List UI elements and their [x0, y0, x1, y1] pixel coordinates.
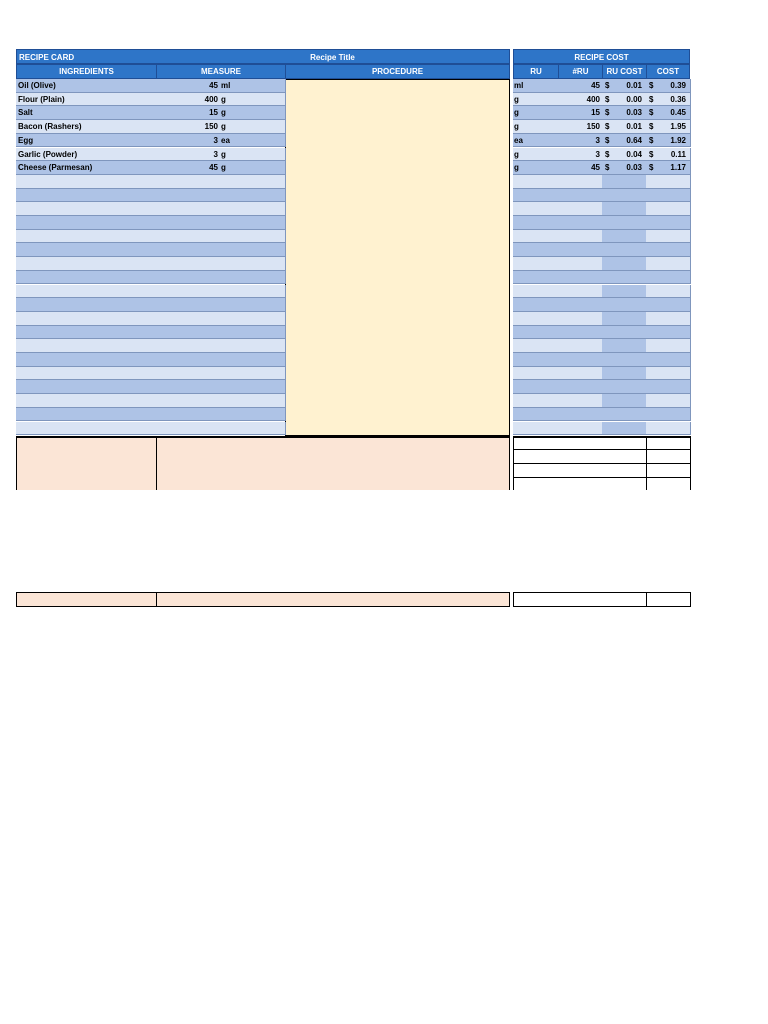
measure-qty-cell[interactable] [156, 353, 221, 367]
ru-cell[interactable] [513, 216, 559, 230]
ingredient-name-cell[interactable] [16, 422, 157, 436]
ingredient-name-cell[interactable]: Cheese (Parmesan) [16, 161, 157, 175]
measure-unit-cell[interactable] [220, 285, 286, 299]
ru-cell[interactable] [513, 230, 559, 244]
measure-qty-cell[interactable] [156, 175, 221, 189]
measure-qty-cell[interactable] [156, 339, 221, 353]
ru-cost-cell [602, 189, 647, 203]
num-ru-cell[interactable] [558, 326, 603, 340]
num-ru-cell[interactable]: 3 [558, 134, 603, 148]
cost-cell [646, 230, 691, 244]
ru-cell[interactable]: g [513, 106, 559, 120]
num-ru-cell[interactable]: 150 [558, 120, 603, 134]
ru-cost-value: 0.00 [626, 94, 642, 104]
currency-symbol: $ [649, 122, 654, 132]
cost-cell [646, 161, 691, 175]
measure-qty-cell[interactable]: 45 [156, 79, 221, 93]
ru-cell[interactable] [513, 271, 559, 285]
ru-cell[interactable]: g [513, 148, 559, 162]
ru-cost-cell [602, 422, 647, 436]
ru-cost-cell [602, 161, 647, 175]
cost-cell [646, 93, 691, 107]
cost-cell [646, 285, 691, 299]
measure-unit-cell[interactable] [220, 257, 286, 271]
measure-qty-cell[interactable]: 3 [156, 134, 221, 148]
cost-cell [646, 175, 691, 189]
cost-cell [646, 353, 691, 367]
cost-cell [646, 79, 691, 93]
measure-unit-cell[interactable] [220, 230, 286, 244]
cost-value: 1.92 [670, 135, 686, 145]
measure-unit-cell[interactable] [220, 326, 286, 340]
ru-cost-cell [602, 367, 647, 381]
ingredient-name-cell[interactable] [16, 380, 157, 394]
measure-unit-cell[interactable] [220, 243, 286, 257]
ru-cost-cell [602, 93, 647, 107]
num-ru-cell[interactable] [558, 257, 603, 271]
currency-symbol: $ [649, 135, 654, 145]
ru-cell[interactable] [513, 367, 559, 381]
cost-cell [646, 380, 691, 394]
ru-cell[interactable] [513, 175, 559, 189]
measure-unit-cell[interactable] [220, 339, 286, 353]
column-header-ru-cost: RU COST [602, 64, 647, 79]
num-ru-cell[interactable] [558, 175, 603, 189]
num-ru-cell[interactable] [558, 243, 603, 257]
procedure-area[interactable] [285, 79, 510, 436]
station-field[interactable] [157, 461, 509, 475]
cost-cell [646, 134, 691, 148]
ingredient-name-cell[interactable] [16, 285, 157, 299]
measure-qty-cell[interactable] [156, 271, 221, 285]
measure-unit-cell[interactable] [220, 408, 286, 422]
shelf-life-cost-divider [646, 592, 647, 607]
cost-value: 1.17 [670, 163, 686, 173]
ru-cell[interactable] [513, 312, 559, 326]
ru-cost-cell [602, 380, 647, 394]
ru-cost-cell [602, 134, 647, 148]
cost-value: 1.95 [670, 122, 686, 132]
measure-unit-cell[interactable] [220, 298, 286, 312]
measure-qty-cell[interactable] [156, 408, 221, 422]
ru-cell[interactable]: ml [513, 79, 559, 93]
measure-qty-cell[interactable] [156, 298, 221, 312]
measure-qty-cell[interactable] [156, 422, 221, 436]
currency-symbol: $ [649, 94, 654, 104]
num-ru-cell[interactable]: 3 [558, 148, 603, 162]
cost-value: 0.11 [670, 149, 686, 159]
ru-cost-cell [602, 148, 647, 162]
num-ru-cell[interactable] [558, 216, 603, 230]
ru-cost-value: 0.04 [626, 149, 642, 159]
currency-symbol: $ [649, 81, 654, 90]
ru-cost-cell [602, 243, 647, 257]
ingredient-name-cell[interactable]: Flour (Plain) [16, 93, 157, 107]
currency-symbol: $ [605, 94, 610, 104]
measure-unit-cell[interactable] [220, 312, 286, 326]
cost-cell [646, 202, 691, 216]
measure-qty-cell[interactable] [156, 380, 221, 394]
column-header-ru: RU [513, 64, 559, 79]
ru-cell[interactable] [513, 243, 559, 257]
cost-cell [646, 326, 691, 340]
food-cost-per-serve-value[interactable] [647, 437, 690, 449]
cost-cell [646, 394, 691, 408]
currency-symbol: $ [649, 108, 654, 118]
measure-unit-cell[interactable] [220, 175, 286, 189]
ru-cell[interactable] [513, 202, 559, 216]
num-ru-cell[interactable] [558, 380, 603, 394]
currency-symbol: $ [649, 149, 654, 159]
ru-cost-cell [602, 298, 647, 312]
summary-line-3 [513, 477, 691, 478]
food-cost-ratio-value[interactable] [647, 450, 690, 463]
measure-unit-cell[interactable] [220, 422, 286, 436]
cost-cell [646, 367, 691, 381]
cost-cell [646, 106, 691, 120]
num-ru-cell[interactable] [558, 394, 603, 408]
ru-cost-cell [602, 106, 647, 120]
measure-qty-cell[interactable]: 150 [156, 120, 221, 134]
ingredient-name-cell[interactable] [16, 326, 157, 340]
measure-unit-cell[interactable]: g [220, 120, 286, 134]
measure-unit-cell[interactable]: ea [220, 134, 286, 148]
ingredient-name-cell[interactable] [16, 257, 157, 271]
measure-unit-cell[interactable] [220, 394, 286, 408]
measure-unit-cell[interactable]: g [220, 161, 286, 175]
cost-cell [646, 298, 691, 312]
measure-unit-cell[interactable] [220, 353, 286, 367]
sell-price-per-serve-value[interactable] [647, 464, 690, 477]
measure-qty-cell[interactable] [156, 285, 221, 299]
cost-cell [646, 339, 691, 353]
cost-cell [646, 408, 691, 422]
num-ru-cell[interactable] [558, 353, 603, 367]
ru-cell[interactable] [513, 339, 559, 353]
ru-cell[interactable]: g [513, 93, 559, 107]
num-ru-cell[interactable] [558, 230, 603, 244]
measure-qty-cell[interactable] [156, 202, 221, 216]
measure-qty-cell[interactable]: 45 [156, 161, 221, 175]
column-header-procedure: PROCEDURE [285, 64, 510, 79]
shelf-life-cost-box [513, 592, 691, 607]
measure-unit-cell[interactable] [220, 380, 286, 394]
ingredient-name-cell[interactable] [16, 175, 157, 189]
num-ru-cell[interactable] [558, 422, 603, 436]
num-ru-cell[interactable] [558, 271, 603, 285]
ru-cost-cell [602, 216, 647, 230]
cost-cell [646, 120, 691, 134]
ingredient-name-cell[interactable] [16, 394, 157, 408]
ru-cost-cell [602, 230, 647, 244]
shelf-life-field[interactable] [157, 593, 509, 606]
cost-cell [646, 216, 691, 230]
ru-cost-cell [602, 353, 647, 367]
ingredient-name-cell[interactable]: Salt [16, 106, 157, 120]
num-ru-cell[interactable]: 45 [558, 79, 603, 93]
measure-unit-cell[interactable] [220, 202, 286, 216]
num-ru-cell[interactable] [558, 312, 603, 326]
cost-value: 0.36 [670, 94, 686, 104]
measure-qty-cell[interactable]: 400 [156, 93, 221, 107]
num-ru-cell[interactable] [558, 339, 603, 353]
tool-equipment-field[interactable] [157, 438, 509, 460]
currency-symbol: $ [605, 108, 610, 118]
column-header-ingredients: INGREDIENTS [16, 64, 157, 79]
ru-cost-cell [602, 271, 647, 285]
ingredient-name-cell[interactable]: Bacon (Rashers) [16, 120, 157, 134]
num-ru-cell[interactable] [558, 285, 603, 299]
currency-symbol: $ [649, 163, 654, 173]
ru-cost-cell [602, 202, 647, 216]
ru-cell[interactable] [513, 353, 559, 367]
ru-cost-cell [602, 312, 647, 326]
measure-qty-cell[interactable] [156, 367, 221, 381]
yield-field[interactable] [157, 475, 509, 490]
ru-cell[interactable] [513, 298, 559, 312]
ru-cell[interactable] [513, 408, 559, 422]
num-ru-cell[interactable]: 400 [558, 93, 603, 107]
cost-value: 0.39 [670, 81, 686, 90]
ingredient-name-cell[interactable] [16, 271, 157, 285]
column-header-cost: COST [646, 64, 690, 79]
footer-right-border [509, 436, 510, 490]
measure-unit-cell[interactable] [220, 367, 286, 381]
num-ru-cell[interactable] [558, 367, 603, 381]
ingredient-name-cell[interactable] [16, 189, 157, 203]
ru-cell[interactable]: ea [513, 134, 559, 148]
ingredient-name-cell[interactable]: Egg [16, 134, 157, 148]
ru-cost-cell [602, 120, 647, 134]
ru-cost-cell [602, 79, 647, 93]
ingredient-name-cell[interactable] [16, 408, 157, 422]
ru-cost-cell [602, 339, 647, 353]
ingredient-name-cell[interactable] [16, 298, 157, 312]
num-ru-cell[interactable]: 15 [558, 106, 603, 120]
currency-symbol: $ [605, 163, 610, 173]
measure-unit-cell[interactable] [220, 189, 286, 203]
measure-qty-cell[interactable] [156, 243, 221, 257]
column-header-num-ru: #RU [558, 64, 603, 79]
currency-symbol: $ [605, 135, 610, 145]
currency-symbol: $ [605, 149, 610, 159]
ingredient-name-cell[interactable] [16, 312, 157, 326]
measure-qty-cell[interactable] [156, 312, 221, 326]
measure-unit-cell[interactable] [220, 271, 286, 285]
currency-symbol: $ [605, 122, 610, 132]
ru-cell[interactable] [513, 422, 559, 436]
num-ru-cell[interactable] [558, 408, 603, 422]
cost-cell [646, 243, 691, 257]
cost-value: 0.45 [670, 108, 686, 118]
measure-qty-cell[interactable] [156, 257, 221, 271]
ru-cell[interactable] [513, 394, 559, 408]
measure-qty-cell[interactable] [156, 230, 221, 244]
num-ru-cell[interactable] [558, 189, 603, 203]
ru-cost-value: 0.64 [626, 135, 642, 145]
currency-symbol: $ [605, 81, 610, 90]
measure-qty-cell[interactable] [156, 326, 221, 340]
cost-cell [646, 422, 691, 436]
measure-unit-cell[interactable]: g [220, 148, 286, 162]
ru-cell[interactable] [513, 257, 559, 271]
ru-cost-cell [602, 326, 647, 340]
cost-cell [646, 189, 691, 203]
ru-cost-value: 0.01 [626, 81, 642, 90]
ingredient-name-cell[interactable] [16, 339, 157, 353]
ru-cost-value: 0.03 [626, 108, 642, 118]
ingredient-name-cell[interactable]: Garlic (Powder) [16, 148, 157, 162]
measure-unit-cell[interactable] [220, 216, 286, 230]
ru-cost-cell [602, 394, 647, 408]
ru-cost-cell [602, 285, 647, 299]
cost-cell [646, 312, 691, 326]
ru-cell[interactable] [513, 189, 559, 203]
ru-cell[interactable] [513, 380, 559, 394]
ru-cell[interactable] [513, 285, 559, 299]
ru-cost-cell [602, 257, 647, 271]
recipe-cost-header: RECIPE COST [513, 49, 690, 64]
measure-qty-cell[interactable] [156, 216, 221, 230]
ingredient-name-cell[interactable] [16, 230, 157, 244]
measure-unit-cell[interactable]: g [220, 93, 286, 107]
ingredient-name-cell[interactable] [16, 202, 157, 216]
measure-unit-cell[interactable]: ml [220, 79, 286, 93]
column-header-measure: MEASURE [156, 64, 286, 79]
cost-cell [646, 271, 691, 285]
ingredient-name-cell[interactable] [16, 367, 157, 381]
ru-cell[interactable]: g [513, 161, 559, 175]
ingredient-name-cell[interactable] [16, 216, 157, 230]
ru-cost-cell [602, 175, 647, 189]
cost-cell [646, 148, 691, 162]
ingredient-name-cell[interactable] [16, 353, 157, 367]
ingredient-name-cell[interactable] [16, 243, 157, 257]
measure-unit-cell[interactable]: g [220, 106, 286, 120]
measure-qty-cell[interactable]: 3 [156, 148, 221, 162]
ru-cost-value: 0.01 [626, 122, 642, 132]
recipe-card-header: RECIPE CARD [16, 49, 157, 64]
recipe-title-header[interactable]: Recipe Title [156, 49, 510, 64]
num-ru-cell[interactable] [558, 298, 603, 312]
num-ru-cell[interactable] [558, 202, 603, 216]
ru-cell[interactable] [513, 326, 559, 340]
ru-cell[interactable]: g [513, 120, 559, 134]
measure-qty-cell[interactable] [156, 394, 221, 408]
footer-left-border [16, 436, 17, 490]
cost-cell [646, 257, 691, 271]
ingredient-name-cell[interactable]: Oil (Olive) [16, 79, 157, 93]
measure-qty-cell[interactable] [156, 189, 221, 203]
ru-cost-value: 0.03 [626, 163, 642, 173]
measure-qty-cell[interactable]: 15 [156, 106, 221, 120]
num-ru-cell[interactable]: 45 [558, 161, 603, 175]
ru-cost-cell [602, 408, 647, 422]
